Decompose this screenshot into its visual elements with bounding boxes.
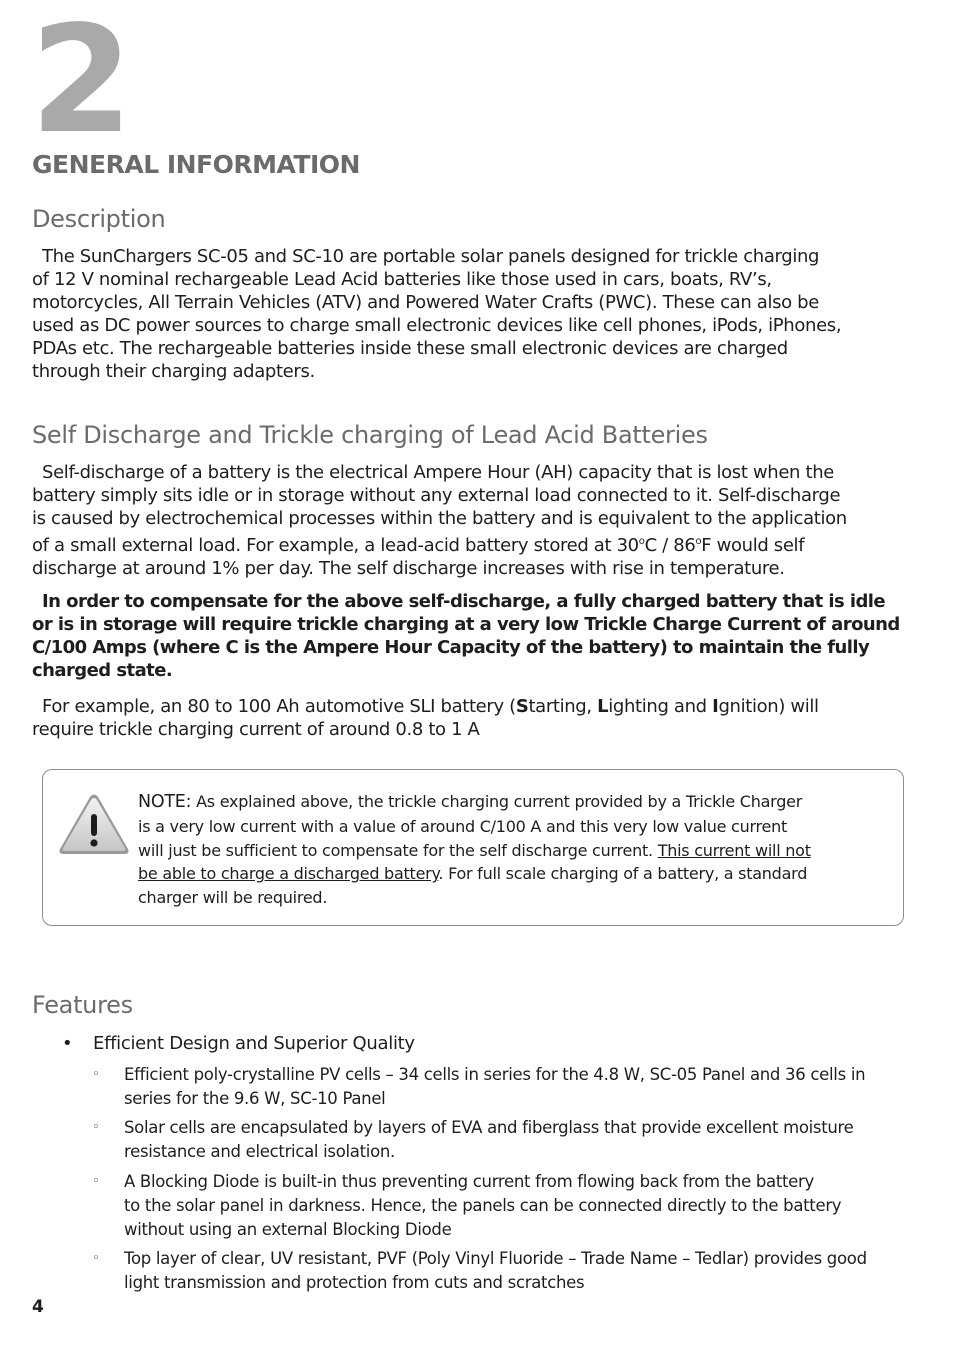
chapter-title: GENERAL INFORMATION: [32, 150, 360, 179]
list-item: ◦ Top layer of clear, UV resistant, PVF (Poly Vinyl Fluoride – Trade Name – Tedlar) provides good light transmission and protection from cuts and scratches: [92, 1249, 867, 1292]
list-item: ◦ A Blocking Diode is built-in thus preventing current from flowing back from the battery to the solar panel in darkness. Hence, the panels can be connected directly to the battery without using an external Blocking Diode: [92, 1172, 842, 1239]
self-discharge-heading: Self Discharge and Trickle charging of Lead Acid Batteries: [32, 421, 708, 449]
feature-bullet: • Efficient Design and Superior Quality: [62, 1033, 415, 1054]
note-text: NOTE: As explained above, the trickle charging current provided by a Trickle Charger is a very low current with a value of around C/100 A and this very low value current will just be sufficient to compensate for the self discharge current. This current will not be able to charge a discharged battery. For full scale charging of a battery, a standard charger will be required.: [138, 792, 811, 908]
warning-triangle-icon: [57, 793, 131, 857]
features-heading: Features: [32, 991, 133, 1019]
chapter-number: 2: [30, 0, 129, 166]
list-item: ◦ Efficient poly-crystalline PV cells – 34 cells in series for the 4.8 W, SC-05 Panel and 36 cells in series for the 9.6 W, SC-10 Panel: [92, 1065, 866, 1108]
page-number: 4: [32, 1297, 44, 1317]
list-item: ◦ Solar cells are encapsulated by layers of EVA and fiberglass that provide excellent moisture resistance and electrical isolation.: [92, 1118, 854, 1161]
description-paragraph: The SunChargers SC-05 and SC-10 are portable solar panels designed for trickle charging of 12 V nominal rechargeable Lead Acid batteries like those used in cars, boats, RV’s, motorcycles, All Terrain Vehicles (ATV) and Powered Water Crafts (PWC). These can also be used as DC power sources to charge small electronic devices like cell phones, iPods, iPhones, PDAs etc. The rechargeable batteries inside these small electronic devices are charged through their charging adapters.: [32, 246, 842, 382]
trickle-compensation-paragraph: In order to compensate for the above self-discharge, a fully charged battery that is idle or is in storage will require trickle charging at a very low Trickle Charge Current of around C/100 Amps (where C is the Ampere Hour Capacity of the battery) to maintain the fully charged state.: [32, 591, 900, 681]
description-heading: Description: [32, 205, 166, 233]
sli-example-paragraph: For example, an 80 to 100 Ah automotive SLI battery (Starting, Lighting and Ignition) will require trickle charging current of around 0.8 to 1 A: [32, 696, 819, 740]
self-discharge-paragraph: Self-discharge of a battery is the electrical Ampere Hour (AH) capacity that is lost when the battery simply sits idle or in storage without any external load connected to it. Self-discharge is caused by electrochemical processes within the battery and is equivalent to the application of a small external load. For example, a lead-acid battery stored at 30$^o$C / 86$^o$F would self discharge at around 1% per day. The self discharge increases with rise in temperature.: [32, 462, 847, 579]
